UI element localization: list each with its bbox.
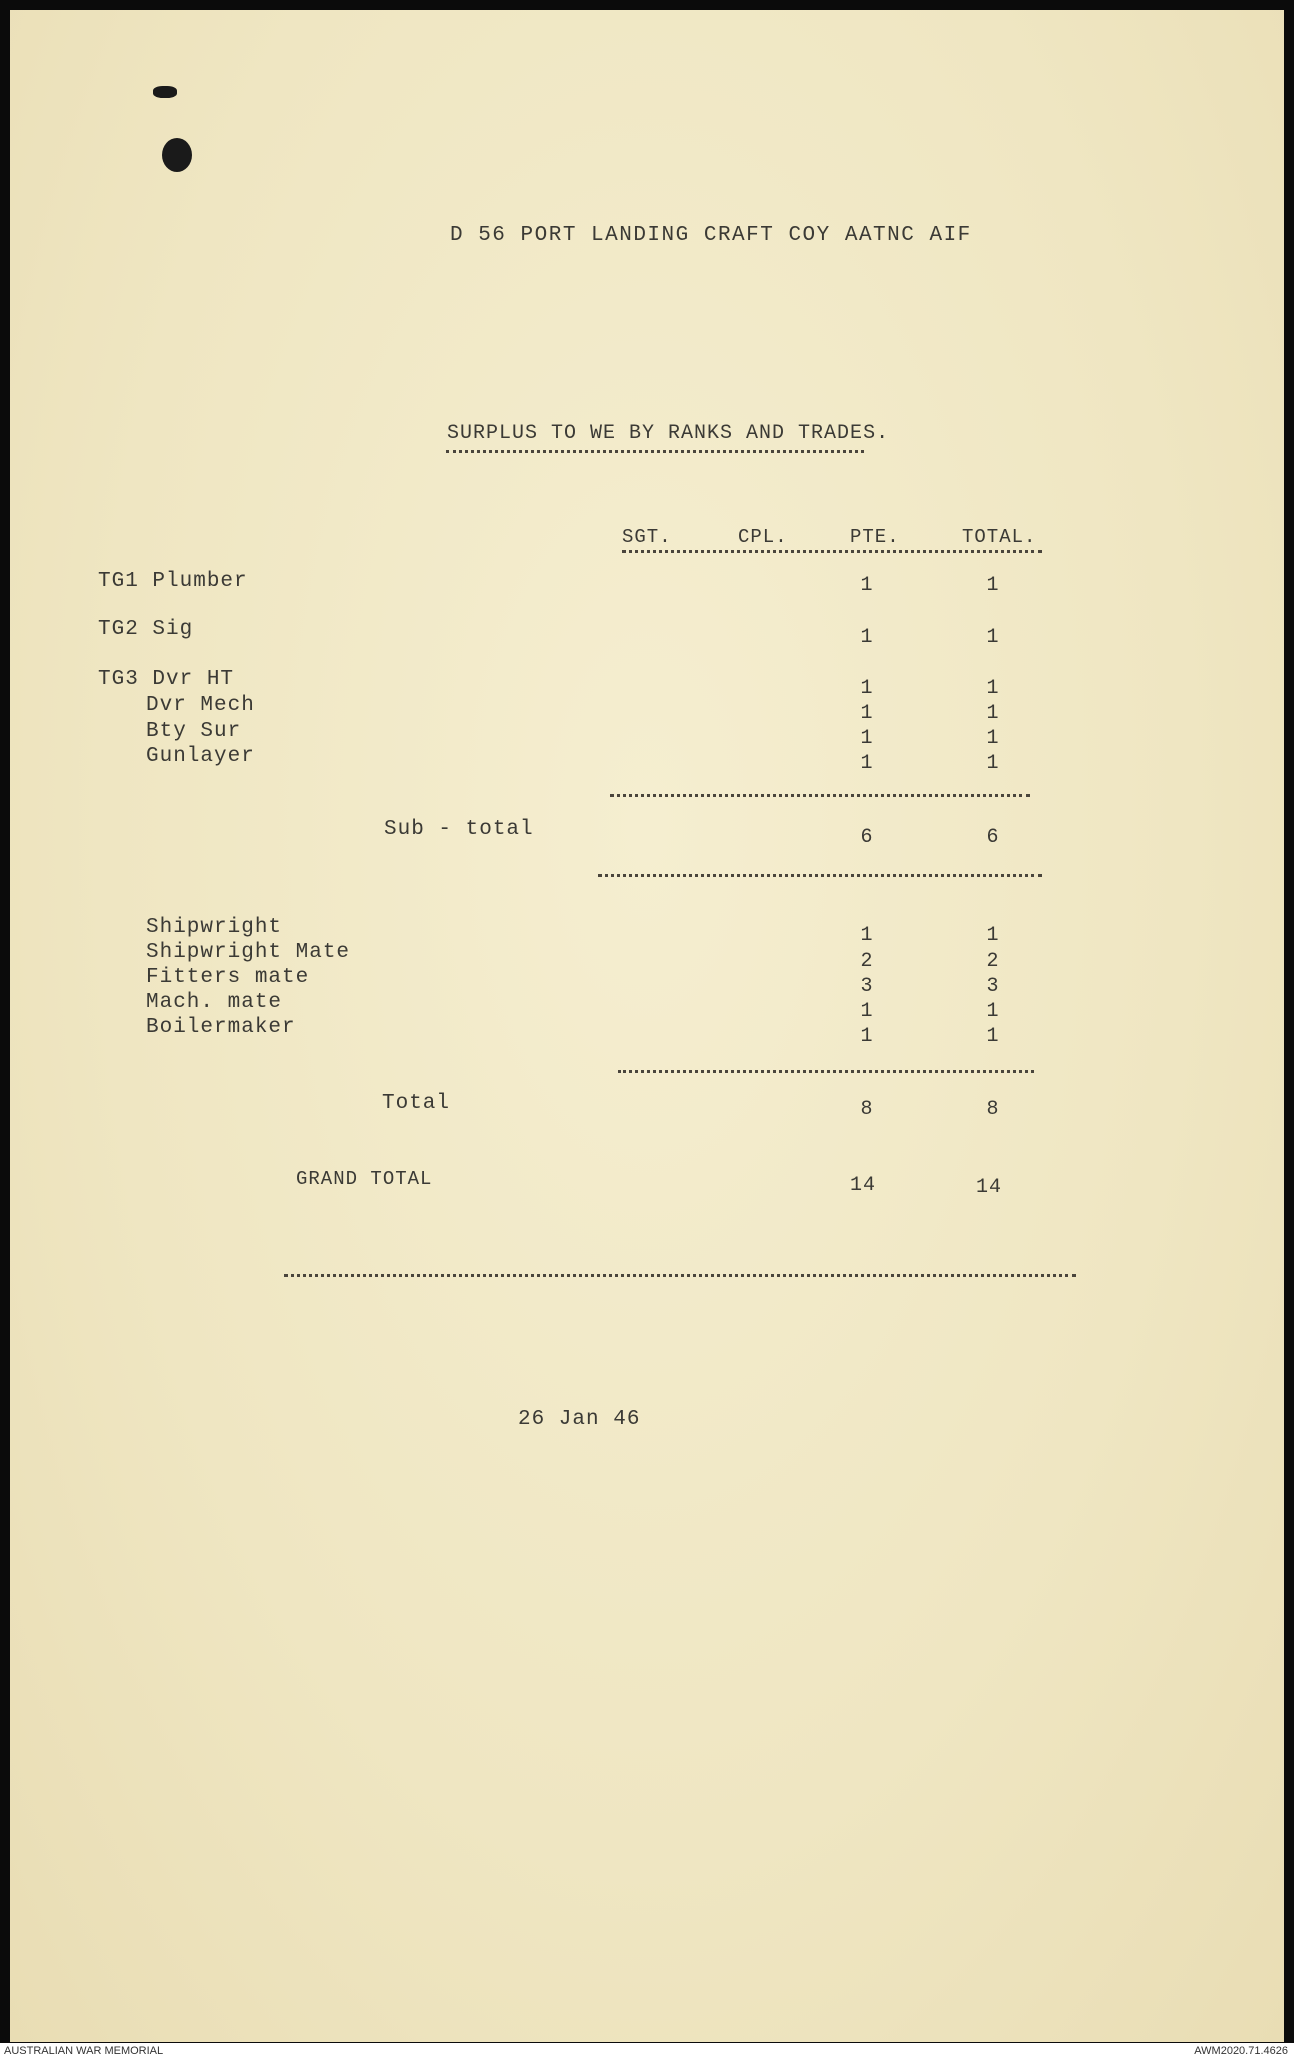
document-subtitle: SURPLUS TO WE BY RANKS AND TRADES. [447,422,890,445]
subtotal-rule [610,794,1030,797]
row-pte: 1 [860,1000,874,1023]
footer-bar [0,2043,1294,2061]
subtotal-bottom-rule [598,874,1042,877]
punch-hole [162,138,192,172]
total-total: 8 [986,1098,1000,1121]
document-date: 26 Jan 46 [518,1408,641,1431]
total-rule [618,1070,1034,1073]
row-label: Dvr Mech [146,694,255,717]
row-pte: 3 [860,975,874,998]
row-pte: 1 [860,752,874,775]
row-pte: 1 [860,727,874,750]
row-pte: 1 [860,924,874,947]
row-total: 1 [986,626,1000,649]
row-pte: 1 [860,677,874,700]
footer-accession-number: AWM2020.71.4626 [1194,2045,1288,2057]
column-header-sgt: SGT. [622,526,672,548]
row-label: Shipwright Mate [146,941,351,964]
subtotal-pte: 6 [860,826,874,849]
row-label: TG3 Dvr HT [98,668,235,691]
row-pte: 2 [860,950,874,973]
row-total: 2 [986,950,1000,973]
footer-institution: AUSTRALIAN WAR MEMORIAL [4,2045,164,2057]
row-label: Bty Sur [146,720,242,743]
total-label: Total [382,1092,451,1115]
total-pte: 8 [860,1098,874,1121]
subtotal-total: 6 [986,826,1000,849]
column-header-cpl: CPL. [738,526,788,548]
row-pte: 1 [860,574,874,597]
row-label: Shipwright [146,916,283,939]
row-total: 1 [986,702,1000,725]
grand-total-pte: 14 [849,1174,876,1197]
document-page [10,10,1284,2042]
column-header-pte: PTE. [850,526,900,548]
row-label: Mach. mate [146,991,283,1014]
row-label: TG1 Plumber [98,570,248,593]
row-label: Gunlayer [146,745,255,768]
document-title: D 56 PORT LANDING CRAFT COY AATNC AIF [450,224,972,247]
row-total: 1 [986,924,1000,947]
row-pte: 1 [860,626,874,649]
row-label: Fitters mate [146,966,310,989]
row-label: TG2 Sig [98,618,194,641]
grand-total-rule [284,1274,1076,1277]
row-total: 1 [986,1000,1000,1023]
grand-total-label: GRAND TOTAL [296,1168,433,1190]
punch-hole-mark [153,86,177,98]
row-total: 1 [986,1025,1000,1048]
row-pte: 1 [860,702,874,725]
subtitle-underline [446,450,864,453]
row-total: 1 [986,727,1000,750]
grand-total-total: 14 [975,1176,1002,1199]
subtotal-label: Sub - total [384,818,534,841]
row-total: 1 [986,752,1000,775]
row-total: 1 [986,677,1000,700]
column-header-total: TOTAL. [962,526,1037,548]
row-total: 3 [986,975,1000,998]
row-label: Boilermaker [146,1016,296,1039]
row-pte: 1 [860,1025,874,1048]
header-underline [622,550,1042,553]
row-total: 1 [986,574,1000,597]
